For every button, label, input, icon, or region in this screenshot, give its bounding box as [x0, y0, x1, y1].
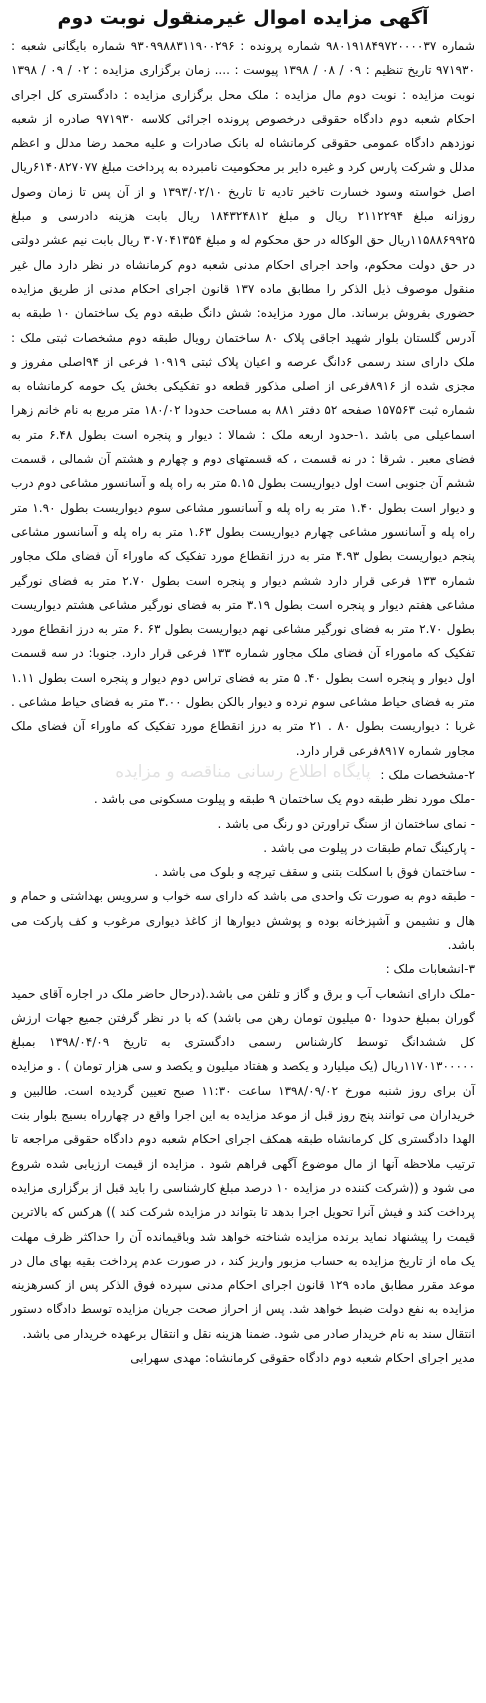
- spec-item-structure: - ساختمان فوق با اسکلت بتنی و سقف تیرچه و بلوک می باشد .: [154, 865, 475, 880]
- spec-item-parking: - پارکینگ تمام طبقات در پیلوت می باشد .: [263, 840, 475, 855]
- signature-line: مدیر اجرای احکام شعبه دوم دادگاه حقوقی کرمانشاه: مهدی سهرابی: [130, 1351, 475, 1366]
- section-heading-utilities: ۳-انشعابات ملک :: [385, 962, 475, 977]
- section-heading-specifications: ۲-مشخصات ملک :: [380, 767, 475, 782]
- spec-item-floor: -ملک مورد نظر طبقه دوم یک ساختمان ۹ طبقه و پیلوت مسکونی می باشد .: [93, 792, 475, 807]
- notice-title: آگهی مزایده اموال غیرمنقول نوبت دوم: [57, 7, 429, 29]
- spec-item-facade: - نمای ساختمان از سنگ تراورتن دو رنگ می باشد .: [217, 816, 475, 831]
- utilities-and-auction-terms: -ملک دارای انشعاب آب و برق و گاز و تلفن می باشد.(درحال حاضر ملک در اجاره آقای حمید گوران بمبلغ حدودا ۵۰ میلیون تومان رهن می باشد) که با در نظر گرفتن جمیع جهات ارزش کل ششدانگ توسط کارشناس رسمی دادگستری به تاریخ ۱۳۹۸/۰۴/۰۹ بمبلغ ۱۱۷۰۱۳۰۰۰۰۰ریال (یک میلیارد و یکصد و هفتاد میلیون و یکصد و سی هزار تومان ) . و مزایده آن برای روز شنبه مورخ ۱۳۹۸/۰۹/۰۲ ساعت ۱۱:۳۰ صبح تعیین گردیده است. طالبین و خریداران می توانند پنج روز قبل از موعد مزایده به این اجرا واقع در چهارراه بسیج بلوار بنت الهدا دادگستری کل کرمانشاه طبقه همکف اجرای احکام شعبه دوم دادگاه حقوقی مراجعه تا ترتیب ملاحظه آنها از مال موضوع آگهی فراهم شود . مزایده از قیمت ارزیابی شده شروع می شود و ((شرکت کننده در مزایده ۱۰ درصد مبلغ کارشناسی را باید قبل از برگزاری مزایده پرداخت کند و فیش آنرا تحویل اجرا بدهد تا بتواند در مزایده شرکت کند )) هرکس که بالاترین قیمت را پیشنهاد نماید برنده مزایده شناخته خواهد شد وباقیمانده آن را حداکثر ظرف مهلت یک ماه از تاریخ مزایده به حساب مزبور واریز کند ، در صورت عدم پرداخت بقیه بهای مال در موعد مقرر مطابق ماده ۱۲۹ قانون اجرای احکام مدنی سپرده فوق الذکر پس از کسرهزینه مزایده به نفع دولت ضبط خواهد شد. پس از احراز صحت جریان مزایده توسط دادگاه دستور انتقال سند به نام خریدار صادر می شود. ضمنا هزینه نقل و انتقال برعهده خریدار می باشد.: [11, 986, 476, 1341]
- notice-body: [11, 34, 475, 1370]
- spec-item-unit: - طبقه دوم به صورت تک واحدی می باشد که دارای سه خواب و سرویس بهداشتی و حمام و هال و نشیمن و آشپزخانه بوده و پوشش دیوارها از کاغذ دیواری مرغوب و کف پارکت می باشد.: [11, 889, 475, 952]
- notice-main-paragraph: شماره ۹۸۰۱۹۱۸۴۹۷۲۰۰۰۰۳۷ شماره پرونده : ۹۳۰۹۹۸۸۳۱۱۹۰۰۲۹۶ شماره بایگانی شعبه : ۹۷۱۹۳۰ تاریخ تنظیم : ۰۹ / ۰۸ / ۱۳۹۸ پیوست : .... زمان برگزاری مزایده : ۰۲ / ۰۹ / ۱۳۹۸ نوبت مزایده : نوبت دوم مال مزایده : ملک محل برگزاری مزایده : دادگستری کل اجرای احکام شعبه دوم دادگاه حقوقی درخصوص پرونده اجرائی کلاسه ۹۷۱۹۳۰ صادره از شعبه نوزدهم دادگاه عمومی حقوقی کرمانشاه له بانک صادرات و علیه محمد رضا مدلل و اعظم مدلل و شرکت پارس کرد و غیره دایر بر محکومیت نامبرده به پرداخت مبلغ ۶۱۴۰۸۲۷۰۷۷ریال اصل خواسته وسود خسارت تاخیر تادیه تا تاریخ ۱۳۹۳/۰۲/۱۰ و از آن پس تا زمان وصول روزانه مبلغ ۲۱۱۲۲۹۴ ریال و مبلغ ۱۸۴۳۲۴۸۱۲ ریال بابت هزینه دادرسی و مبلغ ۱۱۵۸۸۶۹۹۲۵ریال حق الوکاله در حق محکوم له و مبلغ ۳۰۷۰۴۱۳۵۴ ریال بابت نیم عشر دولتی در حق دولت محکوم، واحد اجرای احکام مدنی شعبه دوم کرمانشاه در نظر دارد مال غیر منقول موصوف ذیل الذکر را مطابق ماده ۱۳۷ قانون اجرای احکام مدنی از طریق مزایده حضوری بفروش برساند. مال مورد مزایده: شش دانگ طبقه دوم یک ساختمان ۱۰ طبقه به آدرس گلستان بلوار شهید اجاقی پلاک ۸۰ ساختمان رویال طبقه دوم مشخصات ثبتی ملک : ملک دارای سند رسمی ۶دانگ عرصه و اعیان پلاک ثبتی ۱۰۹۱۹ فرعی از ۹۴اصلی مفروز و مجزی شده از ۸۹۱۶فرعی از اصلی مذکور قطعه دو تفکیکی بخش یک حومه کرمانشاه به شماره ثبت ۱۵۷۵۶۳ صفحه ۵۲ دفتر ۸۸۱ به مساحت حدودا ۱۸۰/۰۲ متر مربع به نام خانم زهرا اسماعیلی می باشد .۱-حدود اربعه ملک : شمالا : دیوار و پنجره است بطول ۶.۴۸ متر به فضای معبر . شرقا : در نه قسمت ، که قسمتهای دوم و چهارم و هشتم آن شمالی ، قسمت ششم آن جنوبی است اول دیواریست بطول ۵.۱۵ متر به راه پله و آسانسور مشاعی دوم درب و دیوار است بطول ۱.۴۰ متر به راه پله و آسانسور مشاعی سوم دیواریست بطول ۱.۹۰ متر راه پله و آسانسور مشاعی چهارم دیواریست بطول ۱.۶۳ متر به راه پله و آسانسور مشاعی پنجم دیواریست بطول ۴.۹۳ متر به درز انقطاع مورد تفکیک که ماوراء آن فضای ملک مجاور شماره ۱۳۳ فرعی قرار دارد ششم دیوار و پنجره است بطول ۲.۷۰ متر به فضای نورگیر مشاعی هفتم دیوار و پنجره است بطول ۳.۱۹ متر به فضای نورگیر مشاعی هشتم دیواریست بطول ۲.۷۰ متر به فضای نورگیر مشاعی نهم دیواریست بطول ۶۳ .۶ متر به درز انقطاع مورد تفکیک که ماموراء آن فضای ملک مجاور شماره ۱۳۳ فرعی قرار دارد. جنوبا: در سه قسمت اول دیوار و پنجره است بطول ۴۰. ۵ متر به فضای تراس دوم دیوار و پنجره است بطول ۱.۱۱ متر به فضای حیاط مشاعی سوم نرده و دیوار بالکن بطول ۳.۰۰ متر به فضای حیاط مشاعی . غربا : دیواریست بطول ۸۰ . ۲۱ متر به درز انقطاع مورد تفکیک که ماوراء آن فضای ملک مجاور شماره ۸۹۱۷فرعی قرار دارد.: [11, 39, 476, 758]
- site-watermark: پایگاه اطلاع رسانی مناقصه و مزایده: [115, 762, 371, 782]
